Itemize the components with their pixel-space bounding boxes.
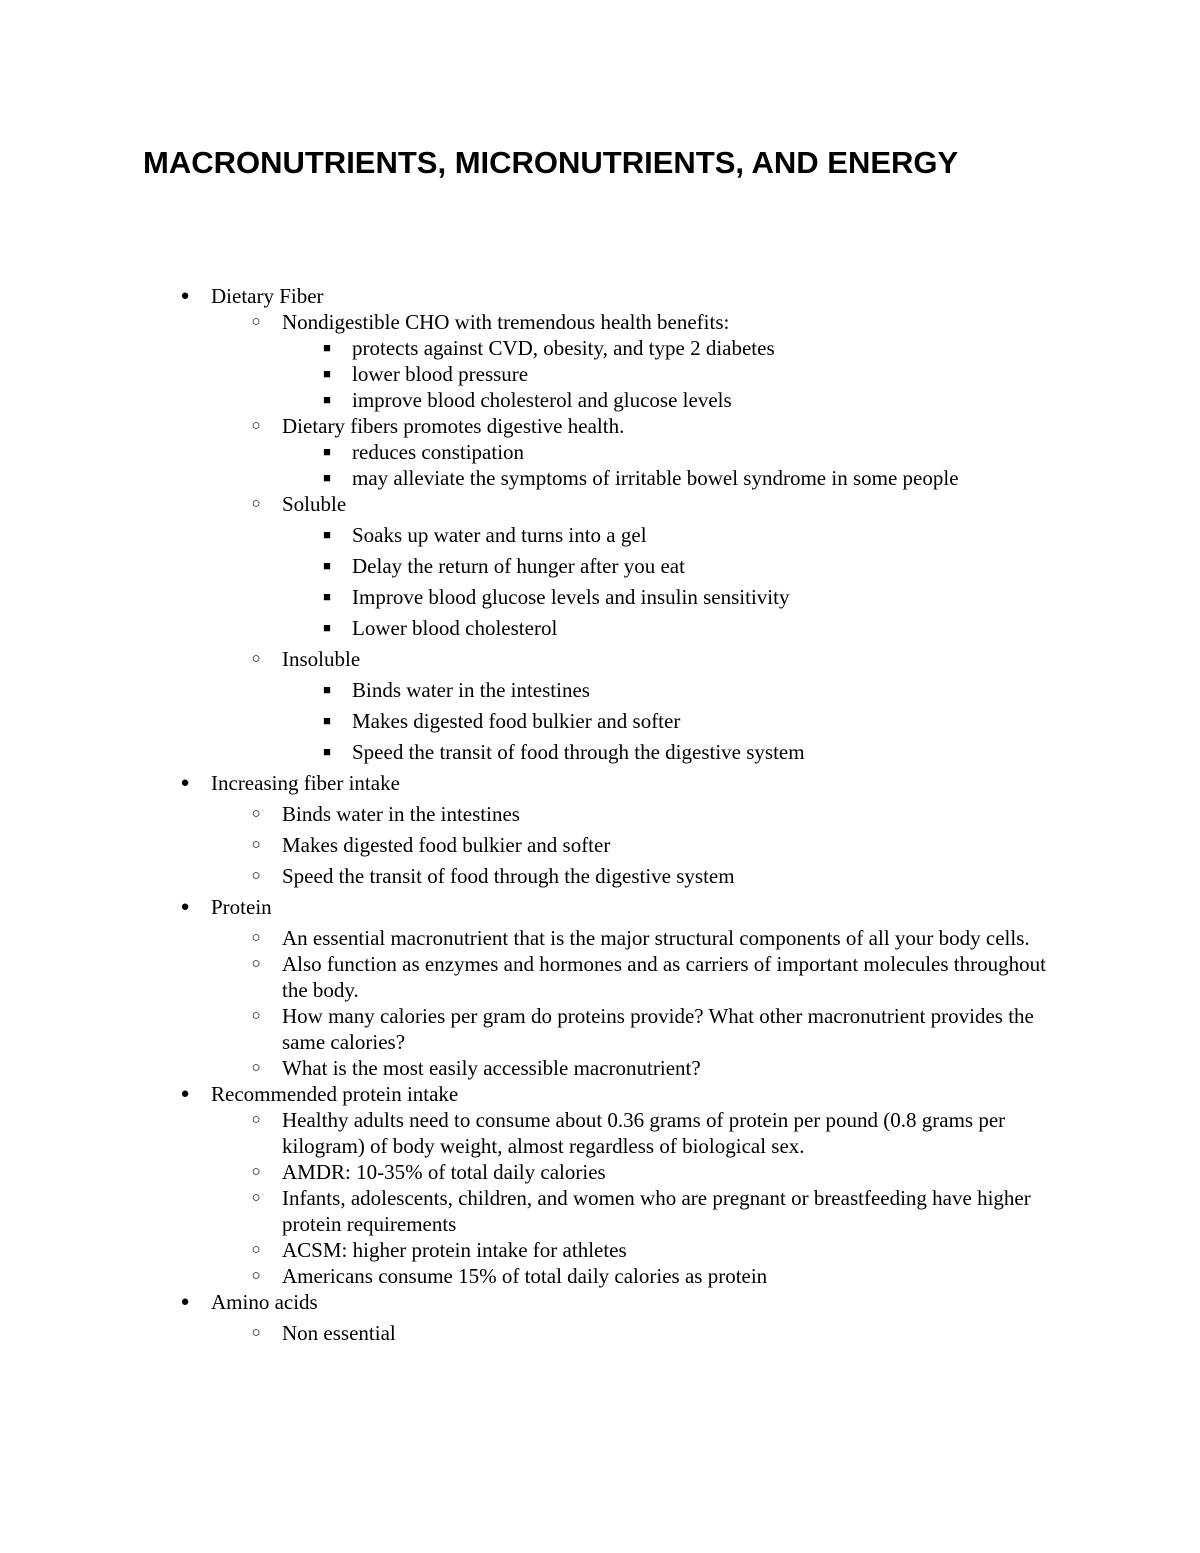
list-item (0, 894, 1061, 920)
list-item (0, 739, 1062, 765)
bullet-icon: ○ (251, 1325, 261, 1341)
item-text: Binds water in the intestines (352, 678, 590, 702)
item-text: Insoluble (282, 647, 361, 671)
list-item (0, 1003, 1062, 1055)
item-text: ACSM: higher protein intake for athletes (282, 1238, 627, 1262)
item-text: Delay the return of hunger after you eat (352, 554, 685, 578)
bullet-icon: ■ (323, 682, 331, 697)
page-title: MACRONUTRIENTS, MICRONUTRIENTS, AND ENERGY (143, 145, 959, 180)
bullet-icon: ■ (323, 620, 331, 635)
item-text: Increasing fiber intake (211, 771, 400, 795)
item-text: improve blood cholesterol and glucose levels (352, 388, 732, 412)
bullet-icon: ■ (323, 558, 331, 573)
list-item (0, 283, 1061, 309)
item-text: Binds water in the intestines (282, 802, 520, 826)
item-text: An essential macronutrient that is the major structural components of all your body cells. (282, 926, 1030, 950)
bullet-icon: ■ (323, 527, 331, 542)
list-item (0, 335, 1062, 361)
list-item (0, 465, 1062, 491)
item-text: Lower blood cholesterol (352, 616, 558, 640)
item-text: Americans consume 15% of total daily calories as protein (282, 1264, 768, 1288)
item-text: reduces constipation (352, 440, 525, 464)
list-item (0, 309, 1062, 335)
bullet-icon: ■ (323, 444, 331, 459)
bullet-icon: ○ (251, 1164, 261, 1180)
list-item (0, 413, 1062, 439)
list-item (0, 832, 1062, 858)
bullet-icon: ○ (251, 1008, 261, 1024)
list-item (0, 677, 1062, 703)
bullet-icon: ○ (251, 1190, 261, 1206)
item-text: Healthy adults need to consume about 0.36 grams of protein per pound (0.8 grams per kilogram) of body weight, almost regardless of biological sex. (282, 1108, 1006, 1158)
item-text: Also function as enzymes and hormones and as carriers of important molecules throughout the body. (282, 952, 1046, 1002)
item-text: Soluble (282, 492, 347, 516)
bullet-icon: ○ (251, 837, 261, 853)
list-item (0, 1081, 1061, 1107)
bullet-icon: ■ (323, 589, 331, 604)
bullet-icon: ● (180, 899, 190, 915)
item-text: Recommended protein intake (211, 1082, 459, 1106)
list-item (0, 801, 1062, 827)
list-item (0, 1159, 1062, 1185)
bullet-icon: ○ (251, 314, 261, 330)
item-text: Dietary fibers promotes digestive health. (282, 414, 625, 438)
list-item (0, 863, 1062, 889)
bullet-icon: ○ (251, 1242, 261, 1258)
item-text: protects against CVD, obesity, and type 2 diabetes (352, 336, 775, 360)
bullet-icon: ● (180, 1294, 190, 1310)
bullet-icon: ● (180, 1086, 190, 1102)
list-item (0, 925, 1062, 951)
item-text: Amino acids (211, 1290, 318, 1314)
list-item (0, 1237, 1062, 1263)
list-item (0, 951, 1062, 1003)
item-text: Infants, adolescents, children, and women who are pregnant or breastfeeding have higher protein requirements (282, 1186, 1031, 1236)
list-item (0, 1185, 1062, 1237)
list-item (0, 522, 1062, 548)
list-item (0, 615, 1062, 641)
bullet-icon: ○ (251, 1060, 261, 1076)
list-item (0, 361, 1062, 387)
list-item (0, 708, 1062, 734)
bullet-icon: ○ (251, 868, 261, 884)
item-text: Non essential (282, 1321, 396, 1345)
list-item (0, 770, 1061, 796)
bullet-icon: ■ (323, 366, 331, 381)
bullet-icon: ○ (251, 806, 261, 822)
bullet-icon: ■ (323, 744, 331, 759)
item-text: AMDR: 10-35% of total daily calories (282, 1160, 606, 1184)
list-item (0, 387, 1062, 413)
list-item (0, 1263, 1062, 1289)
bullet-icon: ○ (251, 1112, 261, 1128)
list-item (0, 1320, 1062, 1346)
bullet-icon: ○ (251, 651, 261, 667)
bullet-icon: ○ (251, 930, 261, 946)
list-item (0, 1055, 1062, 1081)
item-text: Dietary Fiber (211, 284, 324, 308)
list-item (0, 553, 1062, 579)
item-text: lower blood pressure (352, 362, 529, 386)
item-text: Nondigestible CHO with tremendous health benefits: (282, 310, 730, 334)
item-text: How many calories per gram do proteins provide? What other macronutrient provides the same calories? (282, 1004, 1034, 1054)
item-text: may alleviate the symptoms of irritable bowel syndrome in some people (352, 466, 959, 490)
bullet-icon: ● (180, 288, 190, 304)
bullet-icon: ○ (251, 418, 261, 434)
item-text: Speed the transit of food through the digestive system (282, 864, 735, 888)
item-text: Protein (211, 895, 272, 919)
bullet-icon: ■ (323, 340, 331, 355)
bullet-icon: ■ (323, 470, 331, 485)
item-text: Speed the transit of food through the digestive system (352, 740, 805, 764)
item-text: Soaks up water and turns into a gel (352, 523, 647, 547)
bullet-icon: ○ (251, 956, 261, 972)
item-text: Makes digested food bulkier and softer (352, 709, 681, 733)
list-item (0, 1107, 1062, 1159)
list-item (0, 1289, 1061, 1315)
bullet-icon: ○ (251, 496, 261, 512)
item-text: Makes digested food bulkier and softer (282, 833, 611, 857)
bullet-icon: ● (180, 775, 190, 791)
bullet-icon: ○ (251, 1268, 261, 1284)
outline-list (0, 283, 1200, 1346)
bullet-icon: ■ (323, 392, 331, 407)
list-item (0, 491, 1062, 517)
item-text: What is the most easily accessible macronutrient? (282, 1056, 701, 1080)
list-item (0, 439, 1062, 465)
list-item (0, 584, 1062, 610)
bullet-icon: ■ (323, 713, 331, 728)
list-item (0, 646, 1062, 672)
item-text: Improve blood glucose levels and insulin sensitivity (352, 585, 790, 609)
